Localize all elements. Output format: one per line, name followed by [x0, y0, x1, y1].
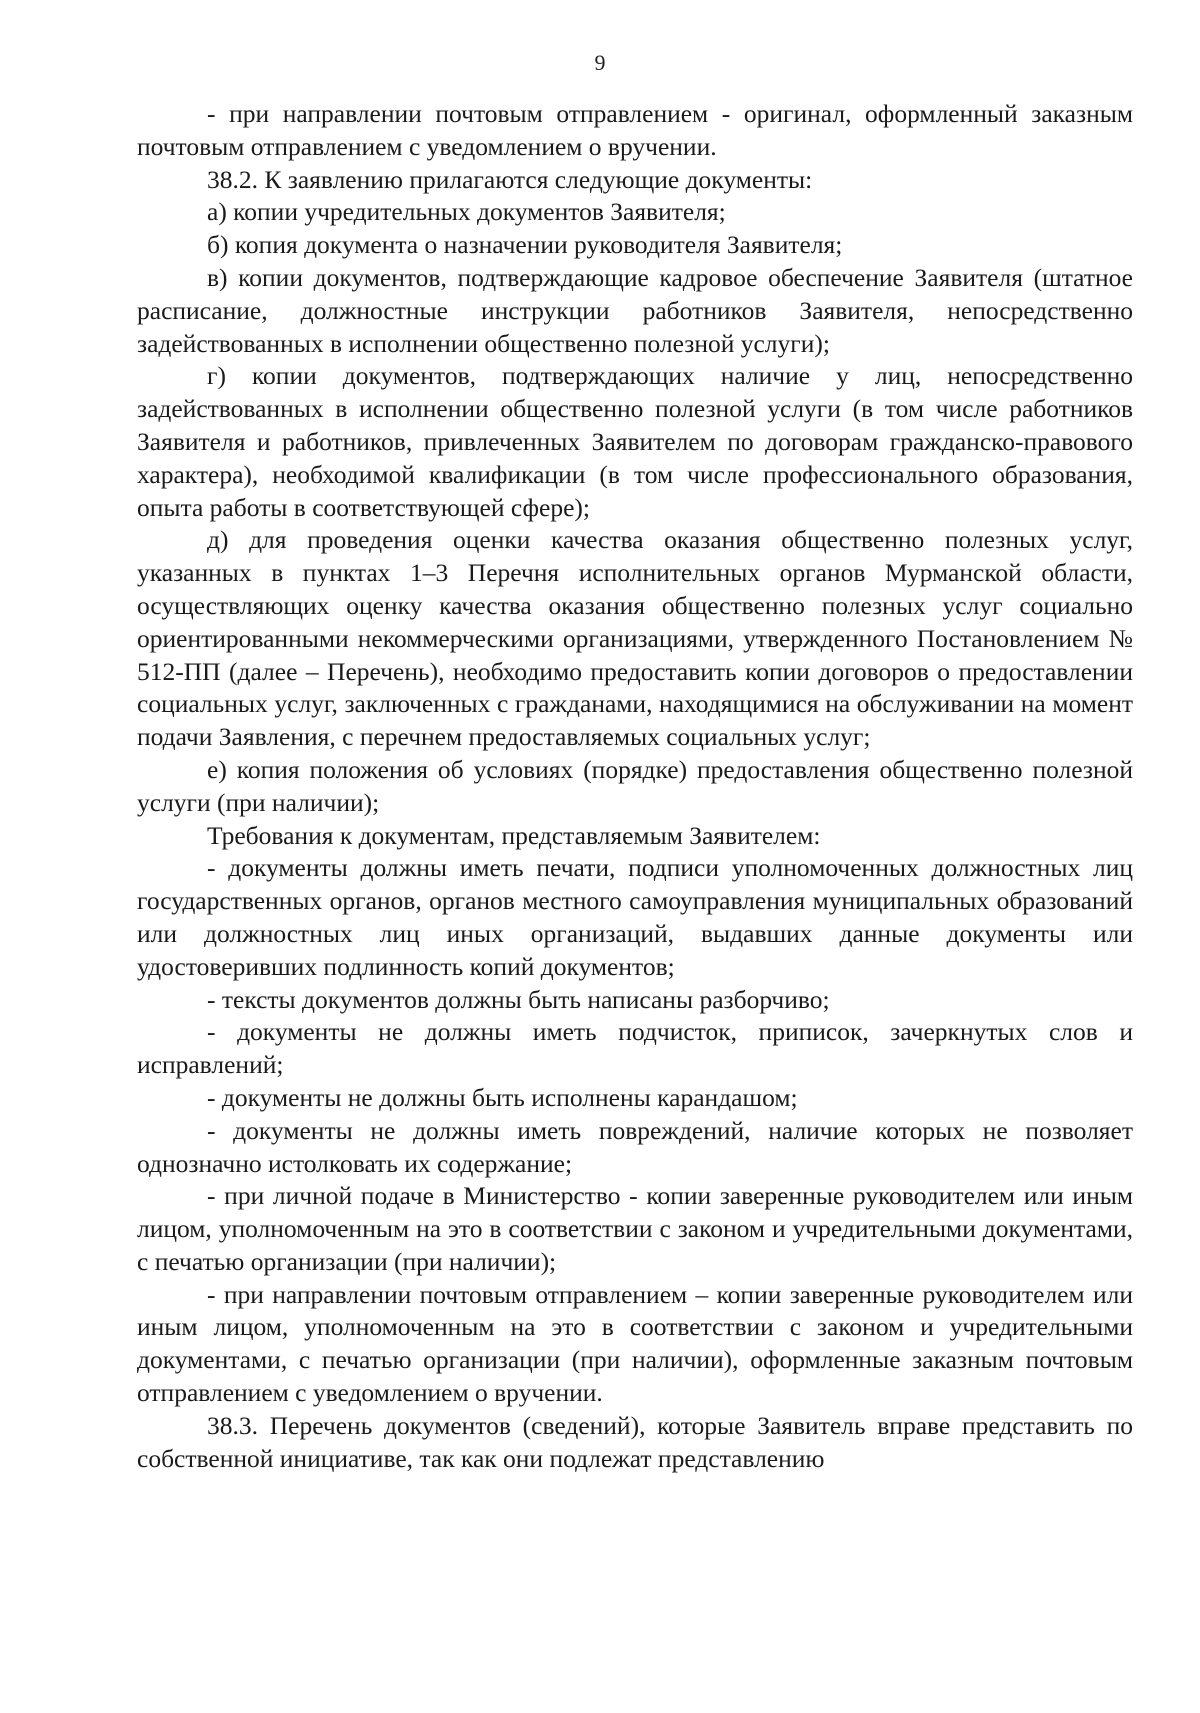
- paragraph-req-seals: - документы должны иметь печати, подписи уполномоченных должностных лиц государственных органов, органов местного самоуправления муниципальных образований или должностных лиц иных организаций, выдавших данные документы или удостоверивших подлинность копий документов;: [137, 853, 1133, 981]
- paragraph-item-a: а) копии учредительных документов Заявителя;: [207, 197, 726, 227]
- paragraph-req-postal-copies: - при направлении почтовым отправлением – копии заверенные руководителем или иным лицом, уполномоченным на это в соответствии с законом и учредительными документами, с печатью организации (при наличии), оформленные заказным почтовым отправлением с уведомлением о вручении.: [137, 1279, 1133, 1408]
- paragraph-req-no-damage: - документы не должны иметь повреждений, наличие которых не позволяет однозначно истолковать их содержание;: [137, 1115, 1133, 1178]
- paragraph-item-v: в) копии документов, подтверждающие кадровое обеспечение Заявителя (штатное расписание, должностные инструкции работников Заявителя, непосредственно задействованных в исполнении общественно полезной услуги);: [137, 262, 1133, 358]
- paragraph-item-g: г) копии документов, подтверждающих наличие у лиц, непосредственно задействованных в исполнении общественно полезной услуги (в том числе работников Заявителя и работников, привлеченных Заявителем по договорам гражданско-правового характера), необходимой квалификации (в том числе профессионального образования, опыта работы в соответствующей сфере);: [137, 361, 1133, 522]
- paragraph-requirements-heading: Требования к документам, представляемым Заявителем:: [207, 820, 821, 850]
- paragraph-req-personal-submission: - при личной подаче в Министерство - копии заверенные руководителем или иным лицом, уполномоченным на это в соответствии с законом и учредительными документами, с печатью организации (при наличии);: [137, 1181, 1133, 1276]
- paragraph-item-e: е) копия положения об условиях (порядке) предоставления общественно полезной услуги (при наличии);: [137, 754, 1133, 817]
- paragraph-item-d: д) для проведения оценки качества оказания общественно полезных услуг, указанных в пунктах 1–3 Перечня исполнительных органов Мурманской области, осуществляющих оценку качества оказания общественно полезных услуг социально ориентированными некоммерческими организациями, утвержденного Постановлением № 512-ПП (далее – Перечень), необходимо предоставить копии договоров о предоставлении социальных услуг, заключенных с гражданами, находящимися на обслуживании на момент подачи Заявления, с перечнем предоставляемых социальных услуг;: [137, 525, 1133, 752]
- paragraph-item-b: б) копия документа о назначении руководителя Заявителя;: [207, 230, 843, 260]
- paragraph-postal-original: - при направлении почтовым отправлением - оригинал, оформленный заказным почтовым отправлением с уведомлением о вручении.: [137, 99, 1133, 161]
- page-number: 9: [594, 50, 606, 75]
- paragraph-req-no-pencil: - документы не должны быть исполнены карандашом;: [207, 1082, 798, 1112]
- paragraph-req-legible: - тексты документов должны быть написаны разборчиво;: [207, 984, 830, 1014]
- paragraph-req-no-erasures: - документы не должны иметь подчисток, приписок, зачеркнутых слов и исправлений;: [137, 1017, 1133, 1080]
- paragraph-38-2-heading: 38.2. К заявлению прилагаются следующие документы:: [207, 164, 813, 194]
- document-body: [137, 98, 1133, 1475]
- paragraph-38-3: 38.3. Перечень документов (сведений), которые Заявитель вправе представить по собственной инициативе, так как они подлежат представлению: [137, 1410, 1133, 1473]
